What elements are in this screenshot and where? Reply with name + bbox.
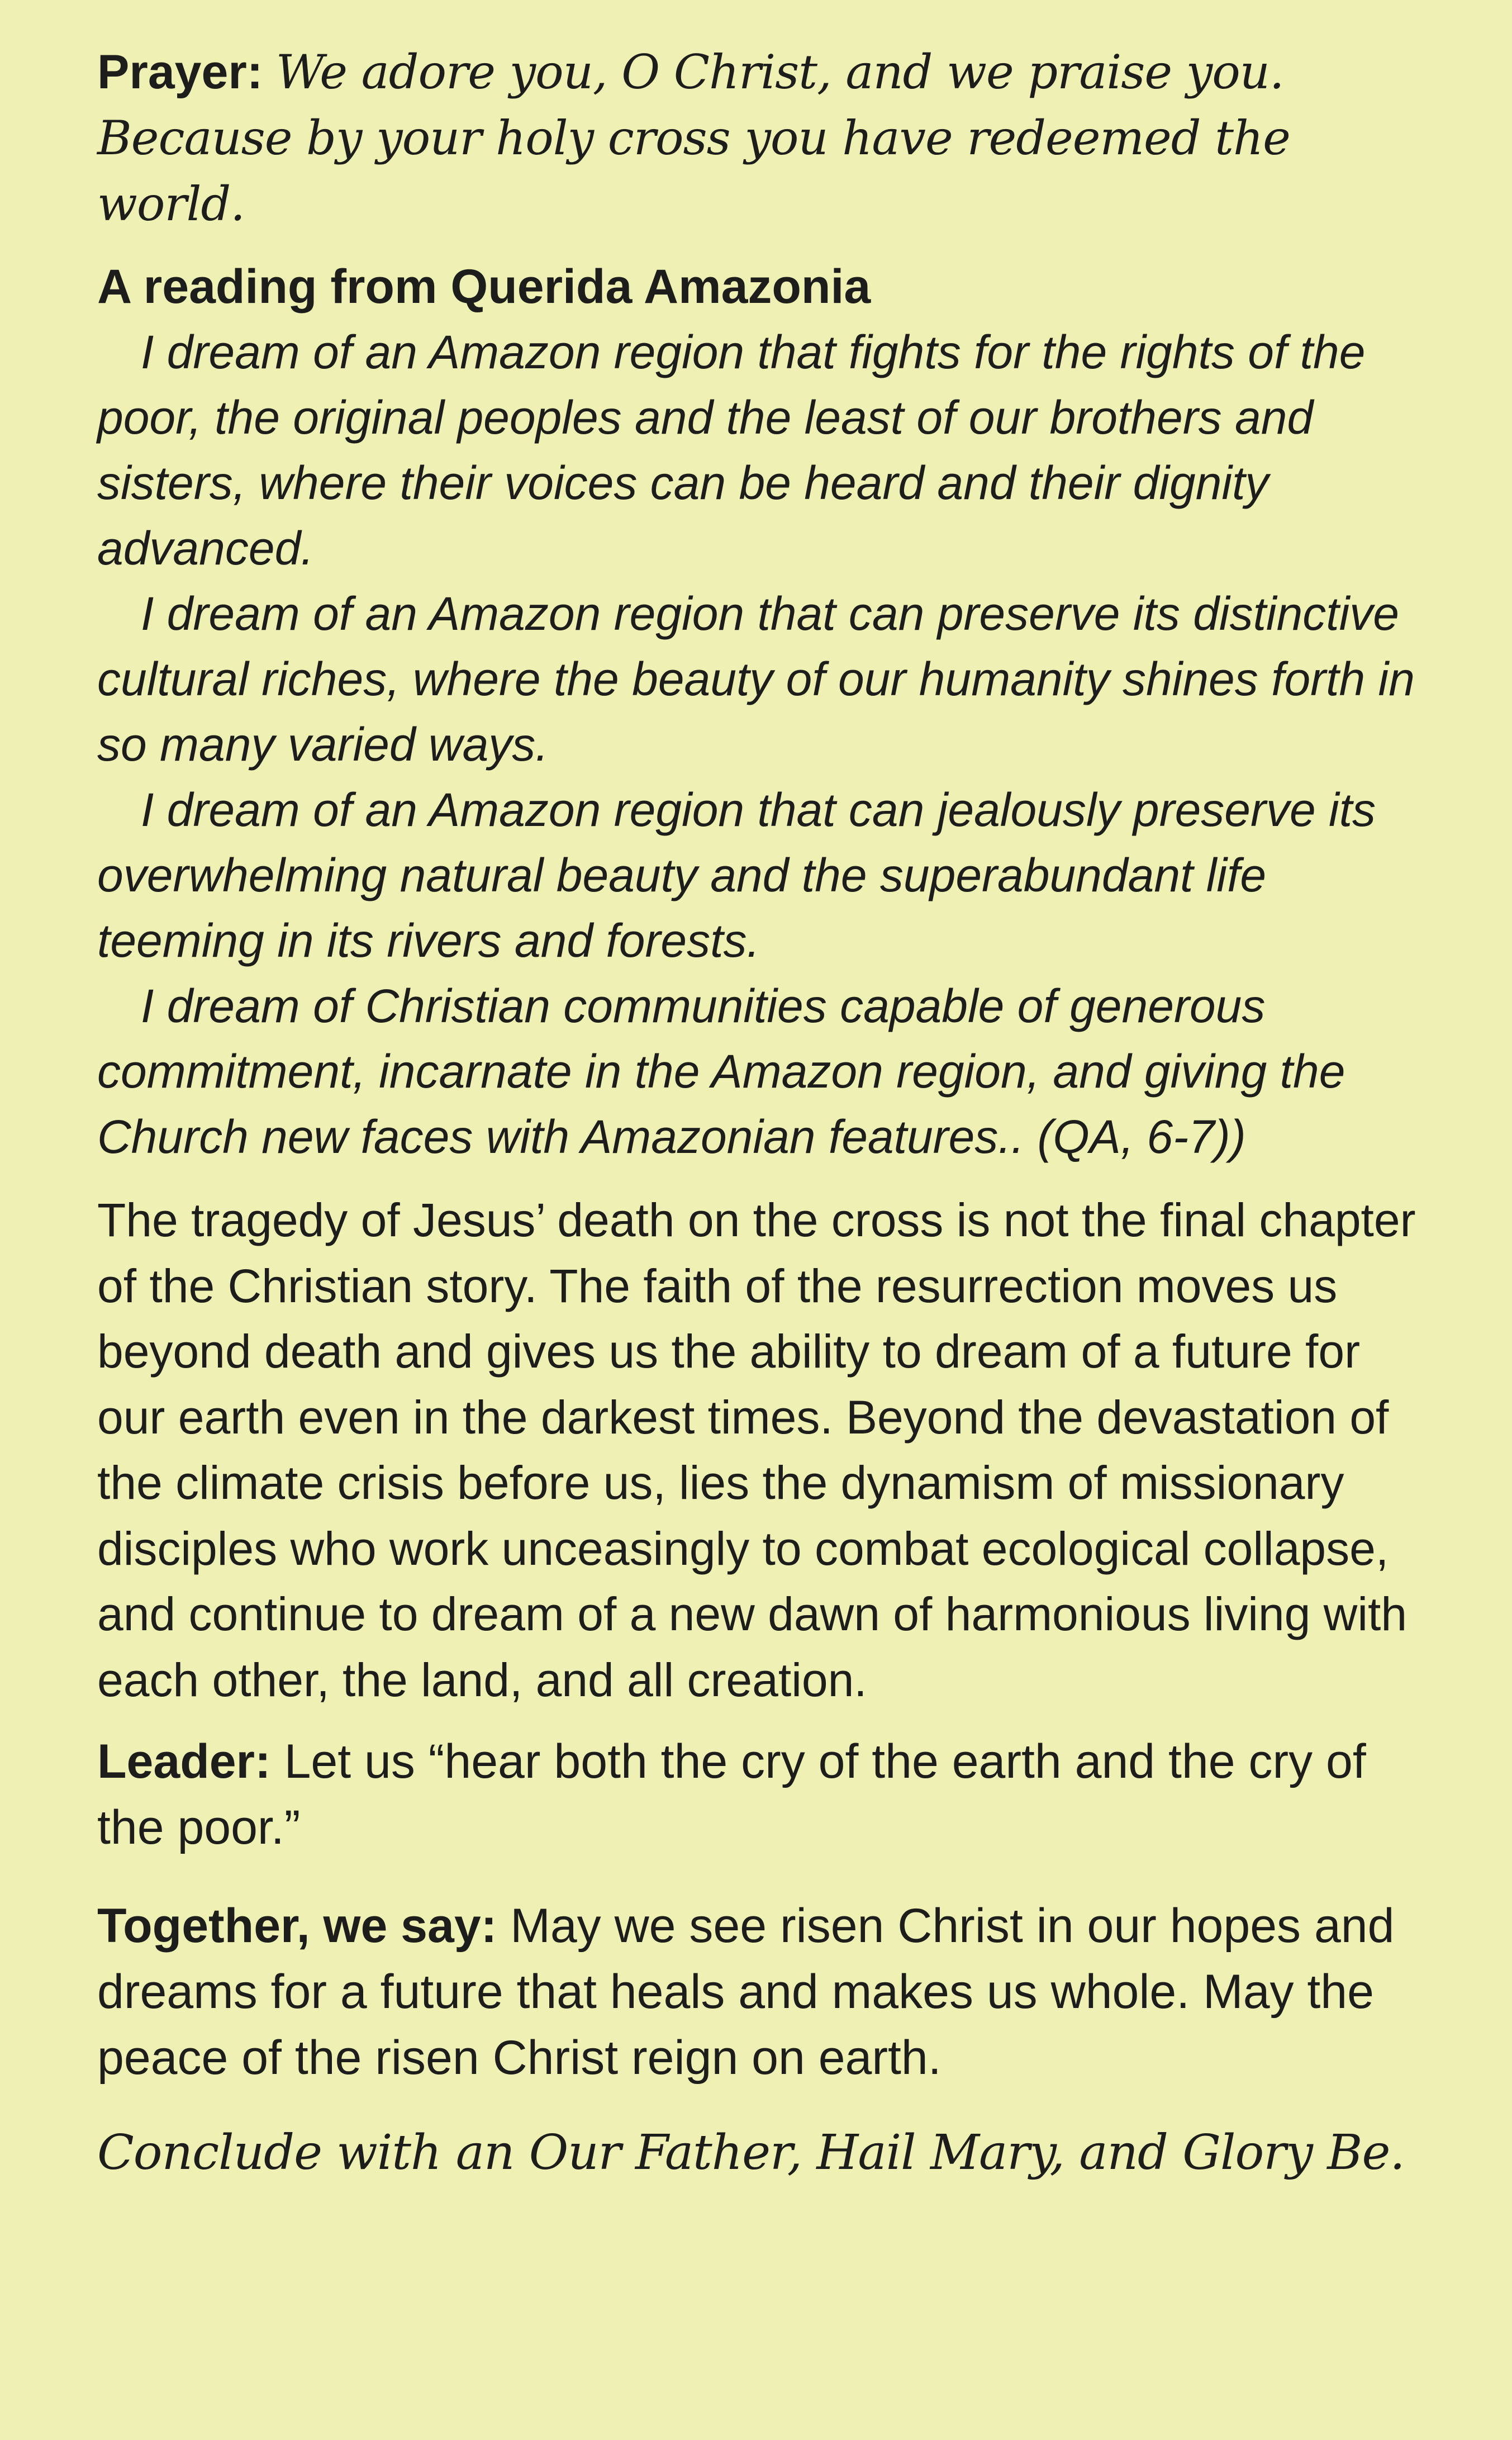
reading-paragraph-1: I dream of an Amazon region that fights for the rights of the poor, the original peoples and the least of our brothers and sisters, where their voices can be heard and their dignity advanced. [97,326,1366,575]
prayer-text: We adore you, O Christ, and we praise you. Because by your holy cross you have redeemed the world. [97,45,1290,231]
closing-instruction: Conclude with an Our Father, Hail Mary, and Glory Be. [97,2125,1405,2181]
reading-quote [97,320,1423,1170]
together-response [97,1893,1423,2091]
leader-text: Let us “hear both the cry of the earth and the cry of the poor.” [97,1735,1366,1854]
opening-prayer [97,39,1423,237]
reading-title: A reading from Querida Amazonia [97,260,871,314]
leader-label: Leader: [97,1735,271,1788]
together-label: Together, we say: [97,1899,497,1953]
reflection-paragraph: The tragedy of Jesus’ death on the cross is not the final chapter of the Christian story. The faith of the resurrection moves us beyond death and gives us the ability to dream of a future for our earth even in the darkest times. Beyond the devastation of the climate crisis before us, lies the dynamism of missionary disciples who work unceasingly to combat ecological collapse, and continue to dream of a new dawn of harmonious living with each other, the land, and all creation. [97,1194,1416,1706]
reading-paragraph-4: I dream of Christian communities capable of generous commitment, incarnate in the Amazon region, and giving the Church new faces with Amazonian features.. (QA, 6-7)) [97,980,1345,1163]
prayer-label: Prayer: [97,45,263,99]
reading-paragraph-3: I dream of an Amazon region that can jealously preserve its overwhelming natural beauty and the superabundant life teeming in its rivers and forests. [97,784,1376,967]
reading-paragraph-2: I dream of an Amazon region that can preserve its distinctive cultural riches, where the beauty of our humanity shines forth in so many varied ways. [97,587,1415,771]
leader-line [97,1729,1423,1860]
together-text: May we see risen Christ in our hopes and dreams for a future that heals and makes us whole. May the peace of the risen Christ reign on earth. [97,1899,1395,2085]
